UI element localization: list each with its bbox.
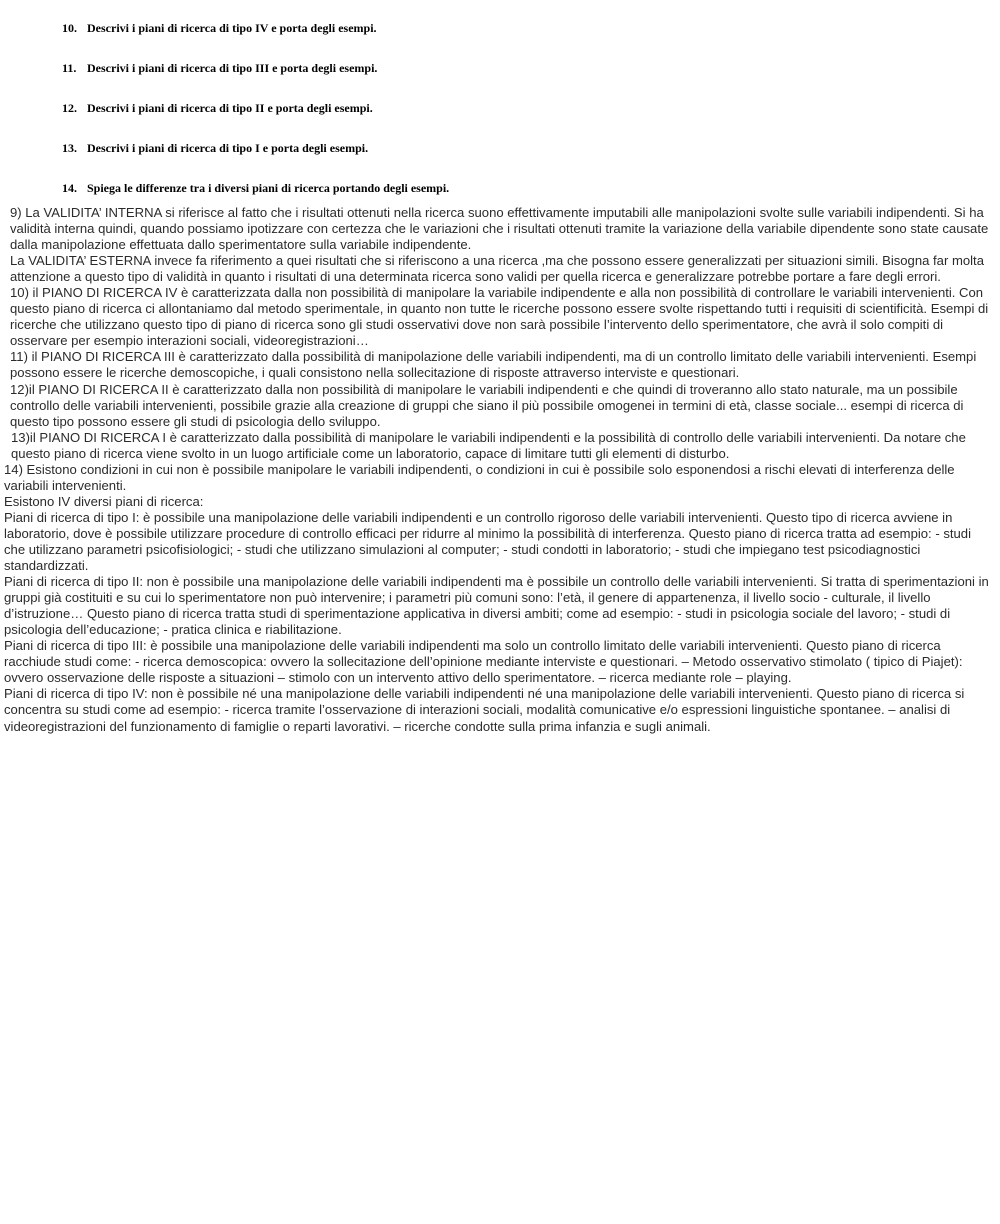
question-text: Descrivi i piani di ricerca di tipo IV e porta degli esempi. (87, 21, 377, 35)
question-item (62, 140, 962, 180)
answer-10: 10) il PIANO DI RICERCA IV è caratterizzata dalla non possibilità di manipolare la variabile indipendente e alla non possibilità di controllare le variabili intervenienti. Con questo piano di ricerca ci allontaniamo dal metodo sperimentale, in quanto non tutte le ricerche possono essere svolte rispettando tutti i requisiti di scientificità. Esempi di ricerche che utilizzano questo tipo di piano di ricerca sono gli studi osservativi dove non sarà possibile l’intervento dello sperimentatore, che avrà il solo compiti di osservare per esempio interazioni sociali, videoregistrazioni… (10, 285, 989, 349)
answer-11: 11) il PIANO DI RICERCA III è caratterizzato dalla possibilità di manipolazione delle variabili indipendenti, ma di un controllo limitato delle variabili intervenienti. Esempi possono essere le ricerche demoscopiche, i quali consistono nella sollecitazione di risposte attraverso interviste e questionari. (10, 349, 977, 381)
answers-body (4, 205, 994, 735)
question-list (62, 20, 962, 220)
answer-13: 13)il PIANO DI RICERCA I è caratterizzato dalla possibilità di manipolare le variabili indipendenti e la possibilità di controllo delle variabili intervenienti. Da notare che questo piano di ricerca viene svolto in un luogo artificiale come un laboratorio, capace di limitare tutti gli elementi di disturbo. (11, 429, 966, 461)
answer-14-intro: 14) Esistono condizioni in cui non è possibile manipolare le variabili indipendenti, o condizioni in cui è possibile solo esponendosi a rischi elevati di interferenza delle variabili intervenienti. (4, 461, 955, 493)
answer-9-external-validity: La VALIDITA’ ESTERNA invece fa riferimento a quei risultati che si riferiscono a una ricerca ,ma che possono essere generalizzati per situazioni simili. Bisogna far molta attenzione a questo tipo di validità in quanto i risultati di una determinata ricerca sono validi per quella ricerca e generalizzare potrebbe portare a fare degli errori. (10, 253, 984, 285)
question-number: 12. (62, 101, 77, 115)
answer-14-type-1: Piani di ricerca di tipo I: è possibile una manipolazione delle variabili indipendenti e un controllo rigoroso delle variabili intervenienti. Questo tipo di ricerca avviene in laboratorio, dove è possibile utilizzare procedure di controllo efficaci per ridurre al minimo la possibilità di interferenza. Questo piano di ricerca tratta ad esempio: - studi che utilizzano parametri psicofisiologici; - studi che utilizzano simulazioni al computer; - studi condotti in laboratorio; - studi che impiegano test psicodiagnostici standardizzati. (4, 509, 971, 574)
question-text: Descrivi i piani di ricerca di tipo III e porta degli esempi. (87, 61, 378, 75)
question-item (62, 20, 962, 60)
answer-12: 12)il PIANO DI RICERCA II è caratterizzato dalla non possibilità di manipolare le variabili indipendenti e che quindi di troveranno allo stato naturale, ma un possibile controllo delle variabili intervenienti, possibile grazie alla creazione di gruppi che siano il più possibile omogenei in termini di età, classe sociale... esempi di ricerca di questo tipo possono essere gli studi di psicologia dello sviluppo. (10, 381, 964, 429)
question-number: 14. (62, 181, 77, 195)
question-number: 11. (62, 61, 77, 75)
answer-14-type-2: Piani di ricerca di tipo II: non è possibile una manipolazione delle variabili indipendenti ma è possibile un controllo delle variabili intervenienti. Si tratta di sperimentazioni in gruppi già costituiti e su cui lo sperimentatore non può intervenire; i parametri più comuni sono: l’età, il genere di appartenenza, il livello socio - culturale, il livello d’istruzione… Questo piano di ricerca tratta studi di sperimentazione applicativa in diversi ambiti; come ad esempio: - studi in psicologia sociale del lavoro; - studi di psicologia dell’educazione; - pratica clinica e riabilitazione. (4, 574, 989, 638)
answer-14-count: Esistono IV diversi piani di ricerca: (4, 493, 204, 509)
question-text: Spiega le differenze tra i diversi piani di ricerca portando degli esempi. (87, 181, 450, 195)
answer-14-type-3: Piani di ricerca di tipo III: è possibile una manipolazione delle variabili indipendenti ma solo un controllo limitato delle variabili intervenienti. Questo piano di ricerca racchiude studi come: - ricerca demoscopica: ovvero la sollecitazione dell’opinione mediante interviste e questionari. – Metodo osservativo stimolato ( tipico di Piajet): ovvero osservazione delle risposte a situazioni – stimolo con un intervento attivo dello sperimentatore. – ricerca mediante role – playing. (4, 638, 963, 686)
question-text: Descrivi i piani di ricerca di tipo I e porta degli esempi. (87, 141, 369, 155)
question-item (62, 60, 962, 100)
question-number: 10. (62, 21, 77, 35)
answer-9-internal-validity: 9) La VALIDITA’ INTERNA si riferisce al fatto che i risultati ottenuti nella ricerca suono effettivamente imputabili alle manipolazioni svolte sulle variabili indipendenti. Si ha validità interna quindi, quando possiamo ipotizzare con certezza che le variazioni che i risultati ottenuti tramite la variazione della variabile dipendente sono state causate dalla manipolazione effettuata dallo sperimentatore sulla variabile indipendente. (10, 205, 989, 253)
question-text: Descrivi i piani di ricerca di tipo II e porta degli esempi. (87, 101, 373, 115)
question-item (62, 100, 962, 140)
question-number: 13. (62, 141, 77, 155)
answer-14-type-4: Piani di ricerca di tipo IV: non è possibile né una manipolazione delle variabili indipendenti né una manipolazione delle variabili intervenienti. Questo piano di ricerca si concentra su studi come ad esempio: - ricerca tramite l’osservazione di interazioni sociali, modalità comunicative e/o espressioni linguistiche spontanee. – analisi di videoregistrazioni del funzionamento di famiglie o reparti lavorativi. – ricerche condotte sulla prima infanzia e sugli animali. (4, 686, 965, 734)
